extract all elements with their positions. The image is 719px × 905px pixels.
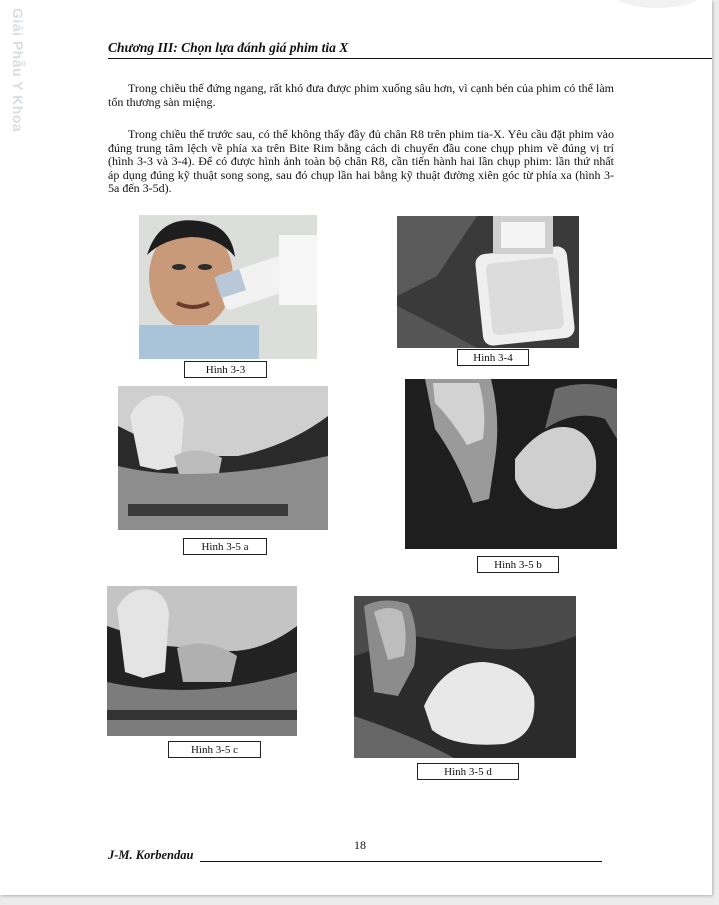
figure-3-5c-image	[107, 586, 297, 736]
figure-3-5a-image	[118, 386, 328, 530]
header-divider	[108, 58, 712, 59]
chapter-title: Chương III: Chọn lựa đánh giá phim tia X	[108, 40, 349, 55]
paragraph-2-text: Trong chiều thế trước sau, có thể không thấy đầy đủ chân R8 trên phim tia-X. Yêu cầu đặt phim vào đúng trung tâm lệch về phía xa trên Bite Rim bằng cách di chuyển đầu cone chụp phim về đúng vị trí (hình 3-3 và 3-4). Để có được hình ảnh toàn bộ chân R8, cần tiến hành hai lần chụp phim: lần thứ nhất áp dụng đúng kỹ thuật song song, sau đó chụp lần hai bằng kỹ thuật đường xiên góc từ phía xa (hình 3-5a đến 3-5d).	[108, 127, 614, 196]
figure-3-5d-image	[354, 596, 576, 758]
footer-divider	[200, 861, 602, 862]
figure-3-5a-caption: Hình 3-5 a	[183, 538, 267, 555]
paragraph-1	[108, 82, 614, 109]
watermark: Giải Phẫu Y Khoa	[10, 8, 26, 133]
figure-3-3-caption: Hình 3-3	[184, 361, 267, 378]
figure-3-5c-caption: Hình 3-5 c	[168, 741, 261, 758]
footer-author: J-M. Korbendau	[108, 848, 194, 862]
figure-3-5d-caption: Hình 3-5 d	[417, 763, 519, 780]
figure-3-5b-caption: Hình 3-5 b	[477, 556, 559, 573]
figure-3-3-image	[139, 215, 317, 359]
figure-3-4-caption: Hình 3-4	[457, 349, 529, 366]
page-corner-shadow	[612, 0, 702, 8]
figure-3-4-image	[397, 216, 579, 348]
paragraph-1-text: Trong chiều thế đứng ngang, rất khó đưa được phim xuống sâu hơn, vì cạnh bén của phim có thể làm tổn thương sàn miệng.	[108, 81, 614, 109]
page-number: 18	[354, 838, 366, 852]
paragraph-2	[108, 128, 614, 196]
figure-3-5b-image	[405, 379, 617, 549]
